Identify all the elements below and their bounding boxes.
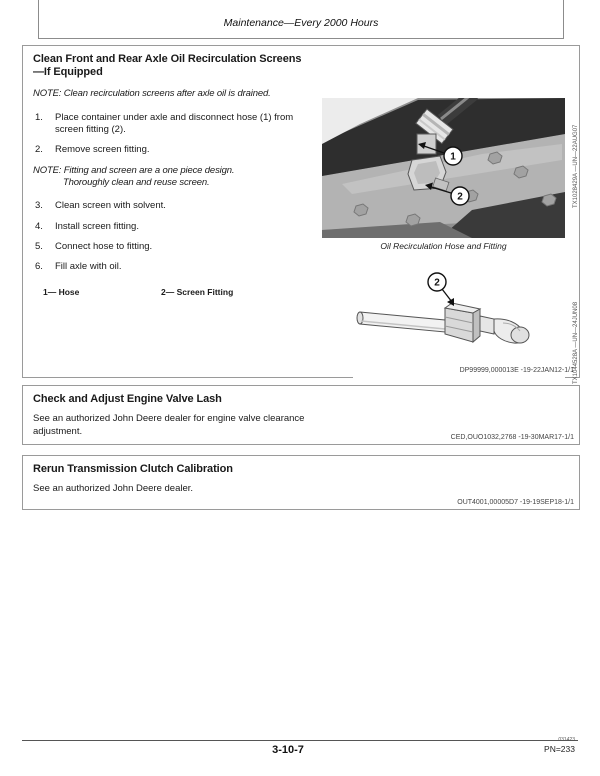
step-3 — [33, 200, 309, 212]
section-3-text — [33, 463, 433, 496]
step-text: Fill axle with oil. — [55, 261, 122, 273]
step-text: Place container under axle and disconnect hose (1) from screen fitting (2). — [55, 111, 294, 136]
figure-2-id-label: TX1044528A —UN—24JUN08 — [573, 301, 579, 384]
note-1: NOTE: Clean recirculation screens after axle oil is drained. — [33, 88, 271, 100]
step-5 — [33, 241, 309, 253]
section-1-title: Clean Front and Rear Axle Oil Recirculation Screens—If Equipped — [33, 53, 302, 79]
fitting-collar — [480, 316, 494, 334]
step-1 — [33, 112, 309, 137]
note-2-line-1: NOTE: Fitting and screen are a one piece design. — [33, 164, 235, 176]
section-2-title: Check and Adjust Engine Valve Lash — [33, 393, 222, 405]
section-2-text — [33, 393, 313, 438]
steps-list-a — [33, 112, 309, 157]
oil-recirculation-photo — [322, 98, 565, 238]
step-4 — [33, 221, 309, 233]
footer-print-code: 031423 — [558, 737, 575, 743]
note-2-line-2: Thoroughly clean and reuse screen. — [63, 177, 210, 189]
footer-divider — [22, 740, 578, 741]
step-number: 3. — [35, 200, 43, 212]
step-number: 4. — [35, 220, 43, 232]
step-2 — [33, 144, 309, 156]
section-3-body: See an authorized John Deere dealer. — [33, 483, 194, 495]
footer-page-number: 3-10-7 — [272, 744, 304, 756]
svg-text:2: 2 — [434, 277, 440, 289]
section-1-revision-code: DP99999,000013E -19-22JAN12-1/1 — [459, 367, 574, 374]
section-2-body: See an authorized John Deere dealer for engine valve clearance adjustment. — [33, 413, 305, 437]
section-axle-recirculation-screens — [22, 45, 580, 384]
step-text: Connect hose to fitting. — [55, 241, 153, 253]
figure-1-caption: Oil Recirculation Hose and Fitting — [380, 241, 507, 251]
section-clutch-calibration — [22, 455, 580, 510]
figure-1-id-label: TX1028429A —UN—22AUG07 — [573, 124, 579, 208]
step-text: Clean screen with solvent. — [55, 200, 166, 212]
step-text: Remove screen fitting. — [55, 144, 150, 156]
step-number: 2. — [35, 144, 43, 156]
legend-item-hose: 1— Hose — [43, 286, 80, 297]
steps-list-b — [33, 200, 309, 273]
section-3-revision-code: OUT4001,00005D7 -19-19SEP18-1/1 — [457, 499, 574, 506]
footer-pn-number: PN=233 — [544, 744, 575, 754]
step-text: Install screen fitting. — [55, 220, 139, 232]
section-2-revision-code: CED,OUO1032,2768 -19-30MAR17-1/1 — [450, 434, 574, 441]
section-3-title: Rerun Transmission Clutch Calibration — [33, 463, 233, 475]
legend-item-screen-fitting: 2— Screen Fitting — [161, 286, 234, 297]
callout-legend — [33, 287, 309, 297]
section-1-text-column — [33, 53, 309, 297]
svg-text:2: 2 — [457, 191, 463, 203]
step-number: 1. — [35, 111, 43, 123]
step-number: 6. — [35, 261, 43, 273]
running-title: Maintenance—Every 2000 Hours — [223, 17, 379, 29]
step-6 — [33, 261, 309, 273]
step-number: 5. — [35, 241, 43, 253]
svg-text:1: 1 — [450, 151, 456, 163]
page-header — [38, 0, 564, 39]
note-2 — [33, 165, 309, 190]
section-engine-valve-lash — [22, 385, 580, 445]
